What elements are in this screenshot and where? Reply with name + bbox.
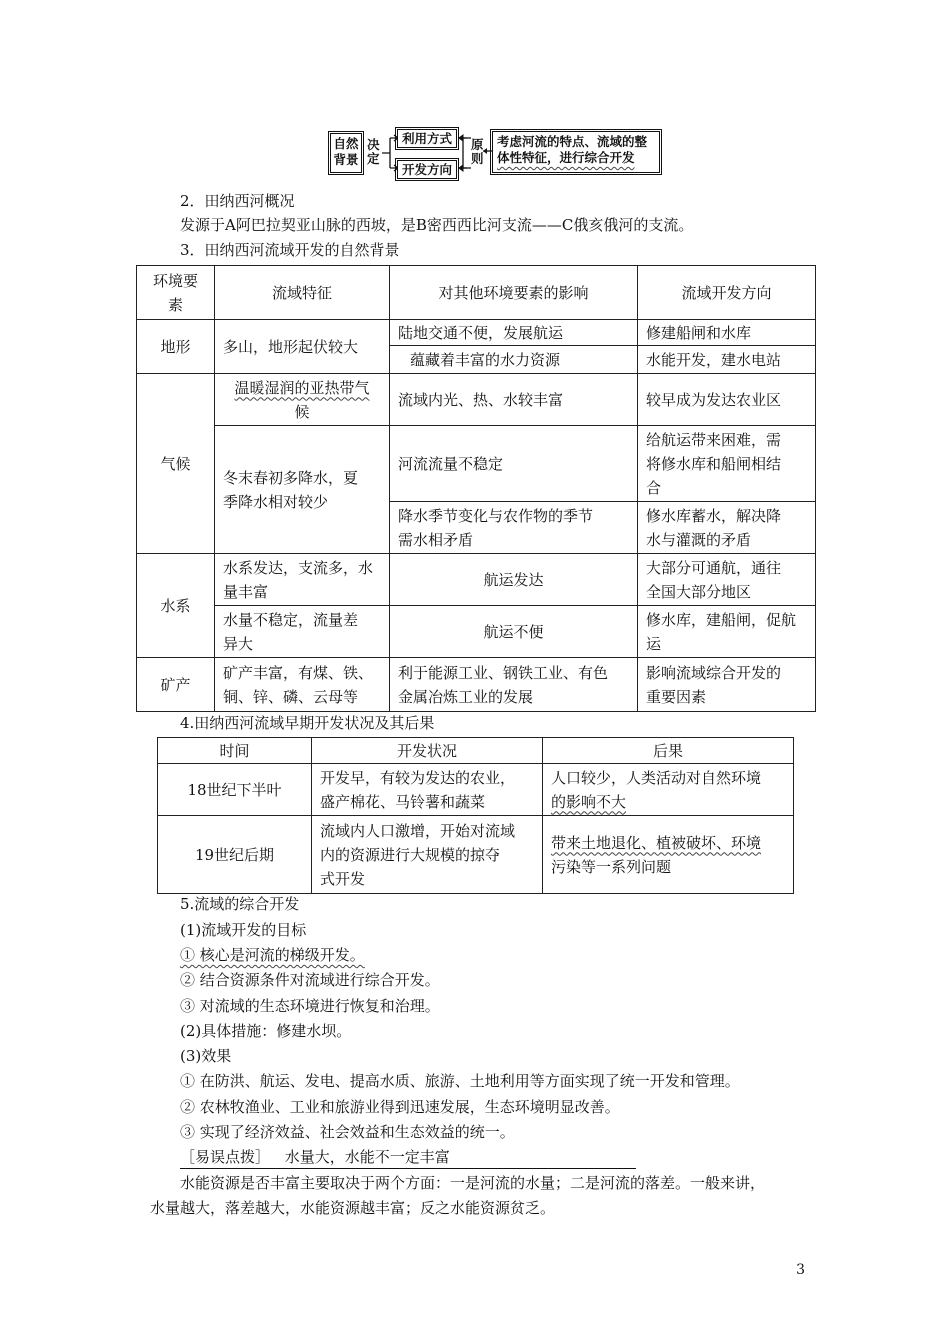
th-time: 时间 [158,738,312,764]
effect-2: ② 农林牧渔业、工业和旅游业得到迅速发展，生态环境明显改善。 [180,1098,620,1116]
feature-climate-1: 温暖湿润的亚热带气 候 [215,374,390,426]
impact-water-1: 航运发达 [390,554,638,606]
sec2-body: 发源于A阿巴拉契亚山脉的西坡，是B密西西比河支流——C俄亥俄河的支流。 [180,216,694,234]
natural-background-line1: 自然 [333,136,359,151]
natural-background-table [136,265,816,712]
principle-text-line1: 考虑河流的特点、流域的整 [497,134,648,149]
dir-terrain-1: 修建船闸和水库 [638,320,816,346]
feature-climate-2: 冬末春初多降水，夏 季降水相对较少 [215,426,390,554]
factor-water: 水系 [137,554,215,658]
tip-title: 水量大，水能不一定丰富 [284,1148,450,1166]
impact-terrain-1: 陆地交通不便，发展航运 [390,320,638,346]
tip-body-2: 水量越大，落差越大，水能资源越丰富；反之水能资源贫乏。 [150,1199,556,1217]
result-19c: 带来土地退化、植被破坏、环境 污染等一系列问题 [543,816,794,894]
table-row [137,658,816,712]
impact-mineral: 利于能源工业、钢铁工业、有色 金属冶炼工业的发展 [390,658,638,712]
dir-climate-2: 给航运带来困难，需 将修水库和船闸相结 合 [638,426,816,502]
effect-title: (3)效果 [180,1047,232,1065]
impact-climate-1: 流域内光、热、水较丰富 [390,374,638,426]
time-18c: 18世纪下半叶 [158,764,312,816]
goal-2: ② 结合资源条件对流域进行综合开发。 [180,971,440,989]
sec3-title: 3．田纳西河流域开发的自然背景 [180,241,400,259]
dir-climate-1: 较早成为发达农业区 [638,374,816,426]
sec2-title: 2．田纳西河概况 [180,192,295,210]
principle-label: 原 则 [471,137,484,166]
principle-text-box [492,131,660,173]
feature-water-2: 水量不稳定，流量差 异大 [215,606,390,658]
impact-water-2: 航运不便 [390,606,638,658]
early-development-table [157,737,794,894]
feature-terrain: 多山，地形起伏较大 [215,320,390,374]
factor-terrain: 地形 [137,320,215,374]
page-number: 3 [796,1262,805,1278]
dir-climate-3: 修水库蓄水，解决降 水与灌溉的矛盾 [638,502,816,554]
natural-background-box [330,133,362,173]
measure: (2)具体措施：修建水坝。 [180,1022,352,1040]
feature-mineral: 矿产丰富，有煤、铁、 铜、锌、磷、云母等 [215,658,390,712]
th-result: 后果 [543,738,794,764]
tip-label: ［易误点拨］ [180,1148,271,1166]
table-row [158,816,794,894]
table-row [137,554,816,606]
goal-1: ① 核心是河流的梯级开发。 [180,946,365,964]
factor-mineral: 矿产 [137,658,215,712]
table-row [137,374,816,426]
table-row [158,764,794,816]
table-row [137,426,816,502]
th-impact: 对其他环境要素的影响 [390,266,638,320]
decide-label: 决 定 [367,137,380,166]
impact-terrain-2: 蕴藏着丰富的水力资源 [390,346,638,374]
dev-direction-box: 开发方向 [397,160,457,179]
dir-mineral: 影响流域综合开发的 重要因素 [638,658,816,712]
goal-title: (1)流域开发的目标 [180,921,307,939]
natural-background-line2: 背景 [333,152,359,167]
sec5-title: 5.流域的综合开发 [180,895,300,913]
impact-climate-3: 降水季节变化与农作物的季节 需水相矛盾 [390,502,638,554]
tip-heading [180,1146,636,1169]
status-18c: 开发早，有较为发达的农业， 盛产棉花、马铃薯和蔬菜 [312,764,543,816]
table-row [137,606,816,658]
goal-3: ③ 对流域的生态环境进行恢复和治理。 [180,997,440,1015]
th-status: 开发状况 [312,738,543,764]
dir-water-1: 大部分可通航，通往 全国大部分地区 [638,554,816,606]
principle-text-line2: 体性特征，进行综合开发 [497,150,635,165]
tip-body-1: 水能资源是否丰富主要取决于两个方面：一是河流的水量；二是河流的落差。一般来讲， [180,1174,766,1192]
factor-climate: 气候 [137,374,215,554]
dir-water-2: 修水库，建船闸，促航 运 [638,606,816,658]
dir-terrain-2: 水能开发，建水电站 [638,346,816,374]
feature-water-1: 水系发达，支流多，水 量丰富 [215,554,390,606]
th-factor: 环境要 素 [137,266,215,320]
time-19c: 19世纪后期 [158,816,312,894]
sec4-title: 4.田纳西河流域早期开发状况及其后果 [180,714,435,732]
table-row [137,320,816,346]
impact-climate-2: 河流流量不稳定 [390,426,638,502]
th-feature: 流域特征 [215,266,390,320]
th-direction: 流域开发方向 [638,266,816,320]
status-19c: 流域内人口激增，开始对流域 内的资源进行大规模的掠夺 式开发 [312,816,543,894]
effect-1: ① 在防洪、航运、发电、提高水质、旅游、土地利用等方面实现了统一开发和管理。 [180,1072,740,1090]
result-18c: 人口较少，人类活动对自然环境 的影响不大 [543,764,794,816]
effect-3: ③ 实现了经济效益、社会效益和生态效益的统一。 [180,1123,515,1141]
use-mode-box: 利用方式 [397,129,457,148]
